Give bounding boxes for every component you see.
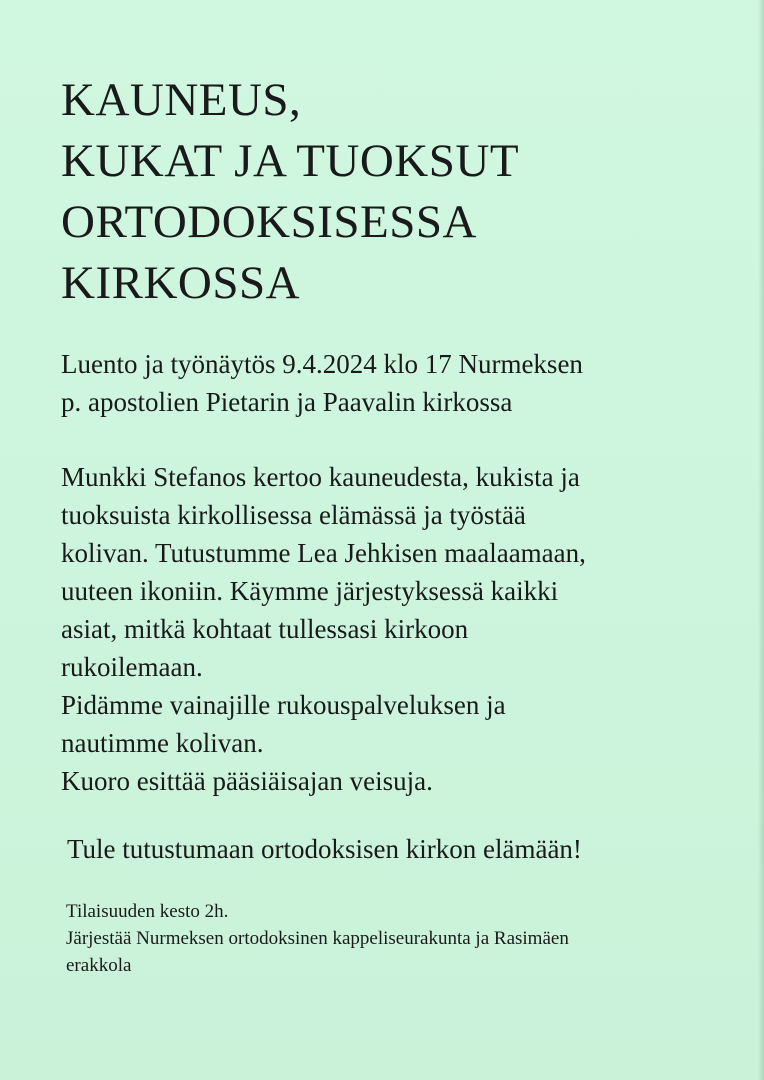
event-details <box>61 345 583 421</box>
description-line: Pidämme vainajille rukouspalveluksen ja <box>61 690 506 720</box>
description-line: asiat, mitkä kohtaat tullessasi kirkoon <box>61 614 469 644</box>
description-line: kolivan. Tutustumme Lea Jehkisen maalaamaan, <box>61 538 586 568</box>
title-line: ORTODOKSISESSA <box>61 196 477 248</box>
event-details-line: p. apostolien Pietarin ja Paavalin kirkossa <box>61 387 513 417</box>
title-line: KIRKOSSA <box>61 257 301 309</box>
flyer-title <box>61 70 519 314</box>
event-description <box>61 458 586 800</box>
title-line: KAUNEUS, <box>61 74 302 126</box>
footer-line: erakkola <box>66 955 132 976</box>
call-to-action: Tule tutustumaan ortodoksisen kirkon elämään! <box>67 834 582 864</box>
description-line: nautimme kolivan. <box>61 728 264 758</box>
footer-line: Tilaisuuden kesto 2h. <box>66 901 229 922</box>
event-footer <box>66 898 569 979</box>
description-line: uuteen ikoniin. Käymme järjestyksessä kaikki <box>61 576 559 606</box>
scan-edge-shadow <box>758 0 764 1080</box>
description-line: Munkki Stefanos kertoo kauneudesta, kukista ja <box>61 462 580 492</box>
event-details-line: Luento ja työnäytös 9.4.2024 klo 17 Nurmeksen <box>61 349 583 379</box>
description-line: tuoksuista kirkollisessa elämässä ja työstää <box>61 500 526 530</box>
description-line: rukoilemaan. <box>61 652 203 682</box>
description-line: Kuoro esittää pääsiäisajan veisuja. <box>61 766 433 796</box>
footer-line: Järjestää Nurmeksen ortodoksinen kappeliseurakunta ja Rasimäen <box>66 928 569 949</box>
title-line: KUKAT JA TUOKSUT <box>61 135 520 187</box>
